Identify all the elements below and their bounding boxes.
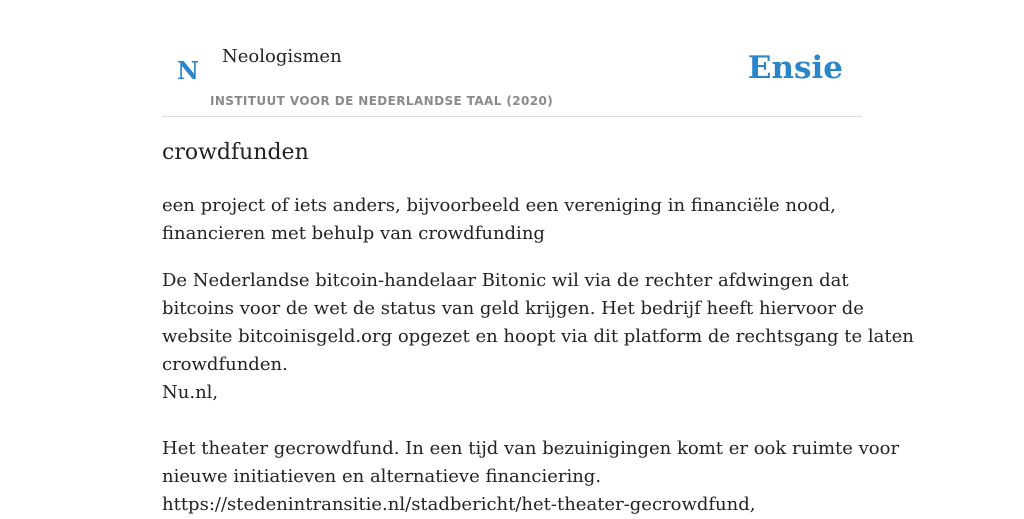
entry-term: crowdfunden [162,140,309,165]
citation-line: De Nederlandse bitcoin-handelaar Bitonic wil via de rechter afdwingen dat [162,270,849,291]
citation-line: crowdfunden. [162,354,288,375]
source-header [162,0,862,117]
citation-line: nieuwe initiatieven en alternatieve financiering. [162,466,602,487]
citation-spacer [162,407,862,435]
entry-definition [162,192,862,248]
citation-line: Het theater gecrowdfund. In een tijd van bezuinigingen komt er ook ruimte voor [162,438,900,459]
citation-source-link[interactable]: https://stedenintransitie.nl/stadbericht/het-theater-gecrowdfund, [162,494,756,515]
citation-line: bitcoins voor de wet de status van geld krijgen. Het bedrijf heeft hiervoor de [162,298,864,319]
definition-line: financieren met behulp van crowdfunding [162,223,545,244]
citation-line: website bitcoinisgeld.org opgezet en hoopt via dit platform de rechtsgang te laten [162,326,914,347]
publisher-label: INSTITUUT VOOR DE NEDERLANDSE TAAL (2020) [210,94,554,108]
citation-source: Nu.nl, [162,382,219,403]
entry-citations [162,267,914,519]
brand-logo[interactable]: Ensie [747,50,843,86]
definition-line: een project of iets anders, bijvoorbeeld een vereniging in financiële nood, [162,195,836,216]
source-logo: N [177,56,199,85]
source-title[interactable]: Neologismen [222,46,342,67]
